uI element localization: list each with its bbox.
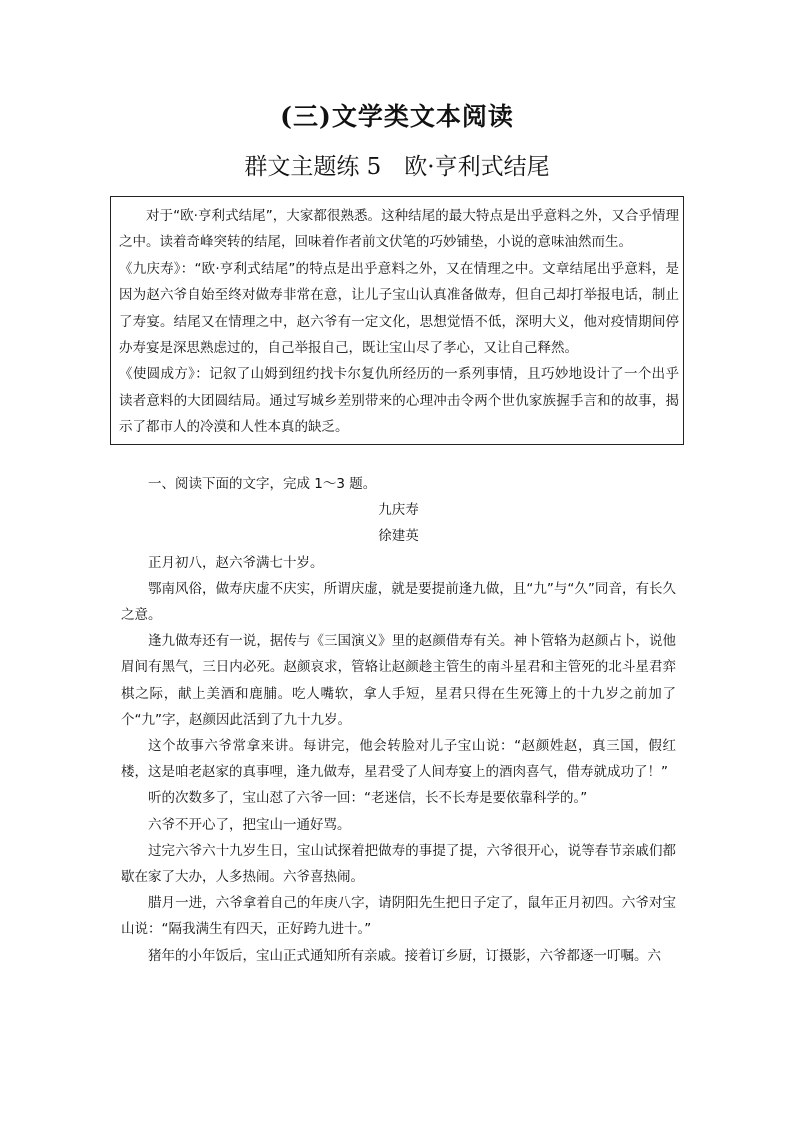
intro-paragraph: 对于“欧·亨利式结尾”，大家都很熟悉。这种结尾的最大特点是出乎意料之外，又合乎情理之中。读着奇峰突转的结尾，回味着作者前文伏笔的巧妙铺垫，小说的意味油然而生。 xyxy=(119,208,679,251)
story-paragraph: 这个故事六爷常拿来讲。每讲完，他会转脸对儿子宝山说：“赵颜姓赵，真三国，假红楼，这是咱老赵家的真事哩，逢九做寿，星君受了人间寿宴上的酒肉喜气，借寿就成功了！” xyxy=(121,738,676,781)
exercise-instruction: 一、阅读下面的文字，完成 1～3 题。 xyxy=(148,476,377,492)
topic-title: 群文主题练 5 欧·亨利式结尾 xyxy=(244,154,550,180)
story-paragraph: 过完六爷六十九岁生日，宝山试探着把做寿的事提了提，六爷很开心，说等春节亲戚们都歇在家了大办，人多热闹。六爷喜热闹。 xyxy=(121,842,676,886)
story-paragraph: 逢九做寿还有一说，据传与《三国演义》里的赵颜借寿有关。神卜管辂为赵颜占卜，说他眉间有黑气，三日内必死。赵颜哀求，管辂让赵颜趁主管生的南斗星君和主管死的北斗星君弈棋之际，献上美酒和鹿脯。吃人嘴软，拿人手短，星君只得在生死簿上的十九岁之前加了个“九”字，赵颜因此活到了九十九岁。 xyxy=(121,633,676,728)
exercise-section xyxy=(121,471,676,969)
intro-paragraph: 《九庆寿》：“欧·亨利式结尾”的特点是出乎意料之外，又在情理之中。文章结尾出乎意料，是因为赵六爷自始至终对做寿非常在意，让儿子宝山认真准备做寿，但自己却打举报电话，制止了寿宴。结尾又在情理之中，赵六爷有一定文化，思想觉悟不低，深明大义，他对疫情期间停办寿宴是深思熟虑过的，自己举报自己，既让宝山尽了孝心，又让自己释然。 xyxy=(119,260,679,357)
story-paragraph: 正月初八，赵六爷满七十岁。 xyxy=(148,554,324,571)
intro-box xyxy=(110,196,684,445)
story-title: 九庆寿 xyxy=(378,502,419,519)
section-title: (三)文学类文本阅读 xyxy=(280,102,514,131)
story-paragraph: 腊月一进，六爷拿着自己的年庚八字，请阴阳先生把日子定了，鼠年正月初四。六爷对宝山说：“隔我满生有四天，正好跨九进十。” xyxy=(121,895,676,938)
story-paragraph: 听的次数多了，宝山怼了六爷一回：“老迷信，长不长寿是要依靠科学的。” xyxy=(148,790,588,807)
story-paragraph: 鄂南风俗，做寿庆虚不庆实，所谓庆虚，就是要提前逢九做，且“九”与“久”同音，有长久之意。 xyxy=(121,580,676,624)
story-author: 徐建英 xyxy=(378,528,419,545)
intro-paragraph: 《使圆成方》：记叙了山姆到纽约找卡尔复仇所经历的一系列事情，且巧妙地设计了一个出乎读者意料的大团圆结局。通过写城乡差别带来的心理冲击令两个世仇家族握手言和的故事，揭示了都市人的冷漠和人性本真的缺乏。 xyxy=(119,366,679,436)
story-paragraph: 六爷不开心了，把宝山一通好骂。 xyxy=(148,816,351,833)
story-paragraph: 猪年的小年饭后，宝山正式通知所有亲戚。接着订乡厨，订摄影，六爷都逐一叮嘱。六 xyxy=(148,947,661,964)
